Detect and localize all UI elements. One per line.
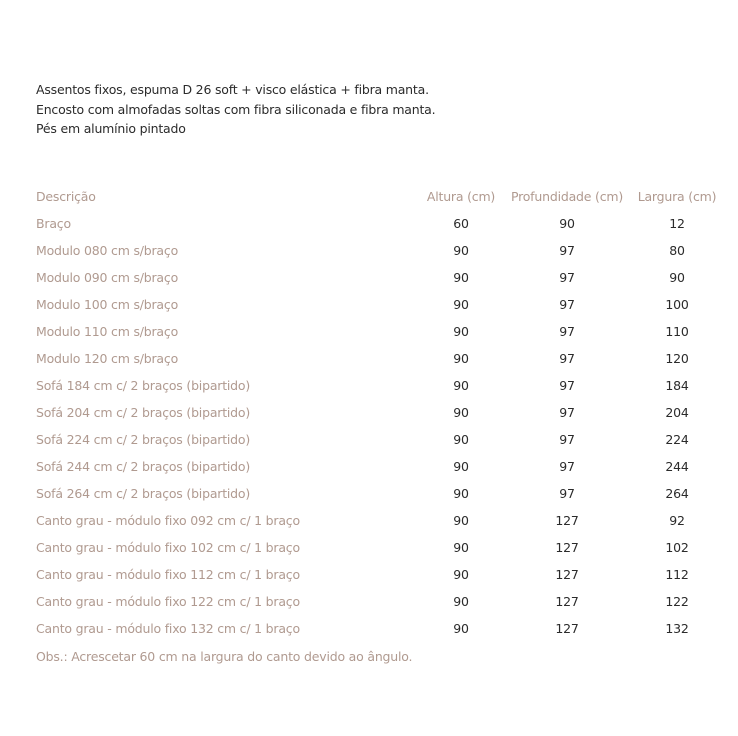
row-description: Modulo 120 cm s/braço xyxy=(36,351,179,366)
row-height: 90 xyxy=(453,243,469,258)
row-depth: 97 xyxy=(559,378,575,393)
table-row xyxy=(0,240,738,267)
row-width: 184 xyxy=(665,378,689,393)
row-width: 224 xyxy=(665,432,689,447)
row-height: 90 xyxy=(453,324,469,339)
row-description: Canto grau - módulo fixo 122 cm c/ 1 braço xyxy=(36,594,300,609)
row-width: 122 xyxy=(665,594,689,609)
row-description: Modulo 080 cm s/braço xyxy=(36,243,179,258)
row-width: 80 xyxy=(669,243,685,258)
row-height: 60 xyxy=(453,216,469,231)
table-note: Obs.: Acrescetar 60 cm na largura do canto devido ao ângulo. xyxy=(36,649,413,664)
row-height: 90 xyxy=(453,297,469,312)
row-height: 90 xyxy=(453,270,469,285)
table-row xyxy=(0,321,738,348)
header-description: Descrição xyxy=(36,189,96,204)
table-row xyxy=(0,537,738,564)
row-depth: 97 xyxy=(559,351,575,366)
row-description: Canto grau - módulo fixo 132 cm c/ 1 braço xyxy=(36,621,300,636)
row-depth: 127 xyxy=(555,513,579,528)
row-width: 90 xyxy=(669,270,685,285)
row-width: 92 xyxy=(669,513,685,528)
row-description: Sofá 204 cm c/ 2 braços (bipartido) xyxy=(36,405,251,420)
row-description: Braço xyxy=(36,216,71,231)
row-height: 90 xyxy=(453,351,469,366)
row-depth: 97 xyxy=(559,459,575,474)
row-depth: 97 xyxy=(559,405,575,420)
table-row xyxy=(0,510,738,537)
row-width: 110 xyxy=(665,324,689,339)
table-row xyxy=(0,375,738,402)
row-depth: 90 xyxy=(559,216,575,231)
row-height: 90 xyxy=(453,540,469,555)
row-depth: 127 xyxy=(555,594,579,609)
row-depth: 97 xyxy=(559,324,575,339)
table-row xyxy=(0,294,738,321)
row-height: 90 xyxy=(453,567,469,582)
row-description: Sofá 244 cm c/ 2 braços (bipartido) xyxy=(36,459,251,474)
intro-line-backrest: Encosto com almofadas soltas com fibra siliconada e fibra manta. xyxy=(36,101,436,117)
row-depth: 97 xyxy=(559,243,575,258)
row-description: Sofá 224 cm c/ 2 braços (bipartido) xyxy=(36,432,251,447)
row-height: 90 xyxy=(453,594,469,609)
row-width: 112 xyxy=(665,567,689,582)
row-height: 90 xyxy=(453,513,469,528)
row-height: 90 xyxy=(453,432,469,447)
table-row xyxy=(0,456,738,483)
table-row xyxy=(0,267,738,294)
table-row xyxy=(0,483,738,510)
row-height: 90 xyxy=(453,459,469,474)
header-depth: Profundidade (cm) xyxy=(510,189,624,204)
intro-line-feet: Pés em alumínio pintado xyxy=(36,121,186,136)
table-header-row xyxy=(0,186,738,213)
row-width: 12 xyxy=(669,216,685,231)
product-specs-intro xyxy=(36,80,435,139)
row-width: 204 xyxy=(665,405,689,420)
row-depth: 127 xyxy=(555,567,579,582)
header-height: Altura (cm) xyxy=(426,189,496,204)
table-row xyxy=(0,564,738,591)
header-width: Largura (cm) xyxy=(637,189,717,204)
row-width: 264 xyxy=(665,486,689,501)
table-row xyxy=(0,618,738,645)
row-height: 90 xyxy=(453,621,469,636)
table-row xyxy=(0,402,738,429)
row-description: Modulo 100 cm s/braço xyxy=(36,297,179,312)
row-depth: 127 xyxy=(555,540,579,555)
row-width: 100 xyxy=(665,297,689,312)
table-row xyxy=(0,213,738,240)
row-description: Modulo 110 cm s/braço xyxy=(36,324,179,339)
row-depth: 97 xyxy=(559,270,575,285)
table-row xyxy=(0,348,738,375)
row-height: 90 xyxy=(453,378,469,393)
row-width: 120 xyxy=(665,351,689,366)
table-row xyxy=(0,591,738,618)
intro-line-seats: Assentos fixos, espuma D 26 soft + visco elástica + fibra manta. xyxy=(36,82,429,97)
row-description: Canto grau - módulo fixo 112 cm c/ 1 braço xyxy=(36,567,300,582)
row-description: Sofá 184 cm c/ 2 braços (bipartido) xyxy=(36,378,251,393)
row-width: 102 xyxy=(665,540,689,555)
row-width: 244 xyxy=(665,459,689,474)
table-row xyxy=(0,429,738,456)
row-width: 132 xyxy=(665,621,689,636)
row-description: Canto grau - módulo fixo 092 cm c/ 1 braço xyxy=(36,513,300,528)
row-depth: 127 xyxy=(555,621,579,636)
row-height: 90 xyxy=(453,405,469,420)
row-depth: 97 xyxy=(559,486,575,501)
row-description: Sofá 264 cm c/ 2 braços (bipartido) xyxy=(36,486,251,501)
table-body xyxy=(0,213,738,645)
row-description: Modulo 090 cm s/braço xyxy=(36,270,179,285)
row-height: 90 xyxy=(453,486,469,501)
dimensions-table xyxy=(0,186,738,645)
row-depth: 97 xyxy=(559,297,575,312)
row-description: Canto grau - módulo fixo 102 cm c/ 1 braço xyxy=(36,540,300,555)
row-depth: 97 xyxy=(559,432,575,447)
